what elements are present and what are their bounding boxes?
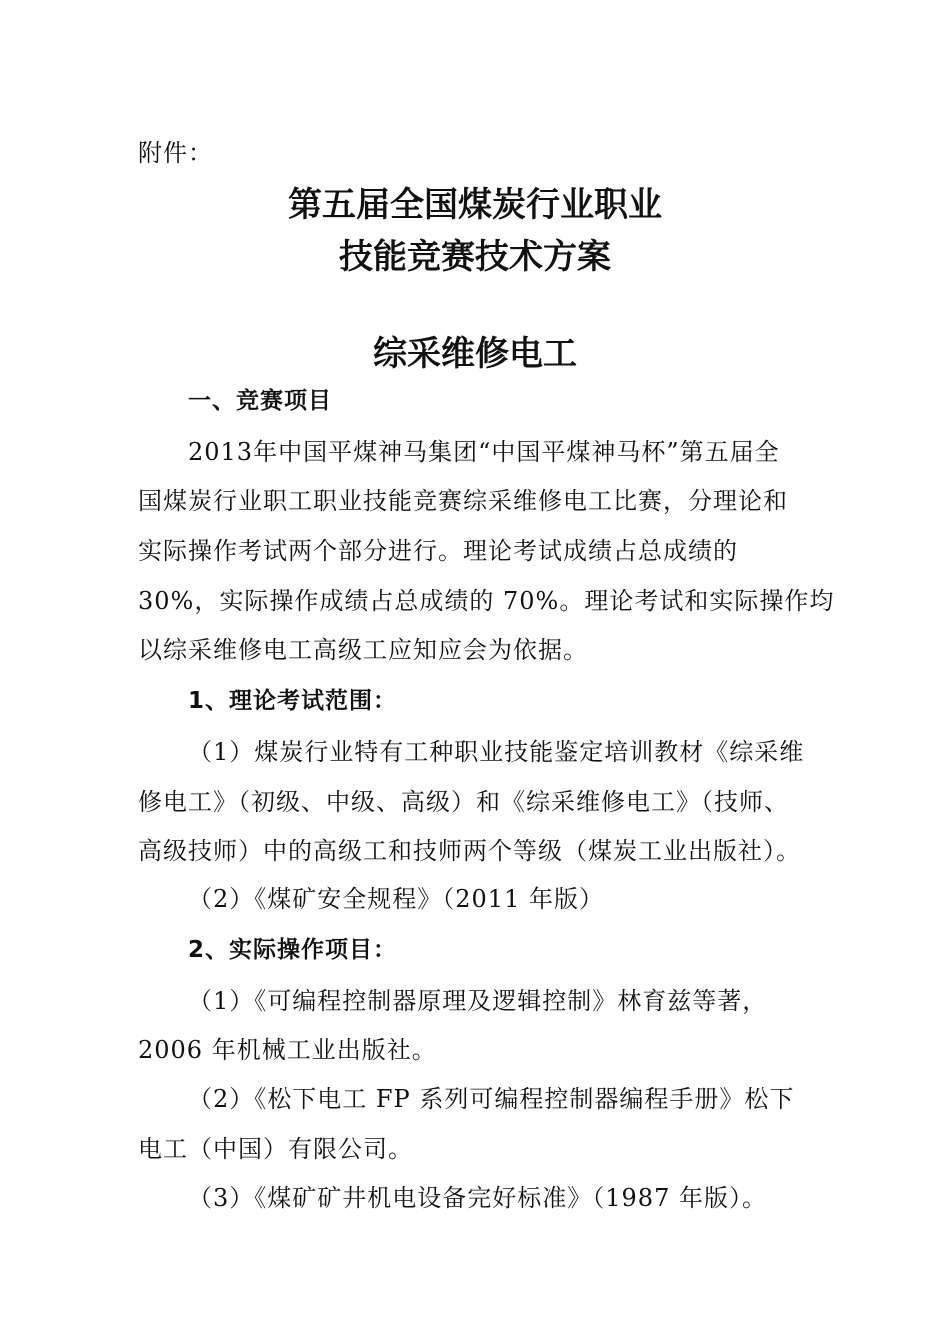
document-title-line-1: 第五届全国煤炭行业职业	[288, 185, 662, 225]
subheading-practical-items: 2、实际操作项目：	[188, 937, 398, 963]
attachment-label: 附件：	[138, 139, 213, 167]
list-item: （2）《煤矿安全规程》（2011 年版）	[188, 885, 604, 913]
list-item-continued: 2006 年机械工业出版社。	[138, 1036, 437, 1064]
list-item: （2）《松下电工 FP 系列可编程控制器编程手册》松下	[188, 1085, 795, 1113]
list-item-continued: 电工（中国）有限公司。	[138, 1135, 413, 1163]
document-subtitle: 综采维修电工	[373, 334, 577, 374]
paragraph-line: 2013年中国平煤神马集团“中国平煤神马杯”第五届全	[188, 438, 780, 466]
list-item: （1）《可编程控制器原理及逻辑控制》林育兹等著，	[188, 987, 768, 1015]
list-item: （3）《煤矿矿井机电设备完好标准》（1987 年版）。	[188, 1184, 767, 1212]
document-title-line-2: 技能竞赛技术方案	[339, 237, 611, 277]
paragraph-line: 国煤炭行业职工职业技能竞赛综采维修电工比赛，分理论和	[138, 487, 788, 515]
section-heading-competition-items: 一、竞赛项目	[188, 388, 332, 414]
paragraph-line: 以综采维修电工高级工应知应会为依据。	[138, 636, 588, 664]
paragraph-line: 30%，实际操作成绩占总成绩的 70%。理论考试和实际操作均	[138, 587, 835, 615]
list-item-continued: 高级技师）中的高级工和技师两个等级（煤炭工业出版社）。	[138, 837, 801, 865]
list-item-continued: 修电工》（初级、中级、高级）和《综采维修电工》（技师、	[138, 788, 789, 816]
subheading-theory-scope: 1、理论考试范围：	[188, 688, 398, 714]
paragraph-line: 实际操作考试两个部分进行。理论考试成绩占总成绩的	[138, 537, 738, 565]
list-item: （1）煤炭行业特有工种职业技能鉴定培训教材《综采维	[188, 738, 805, 766]
